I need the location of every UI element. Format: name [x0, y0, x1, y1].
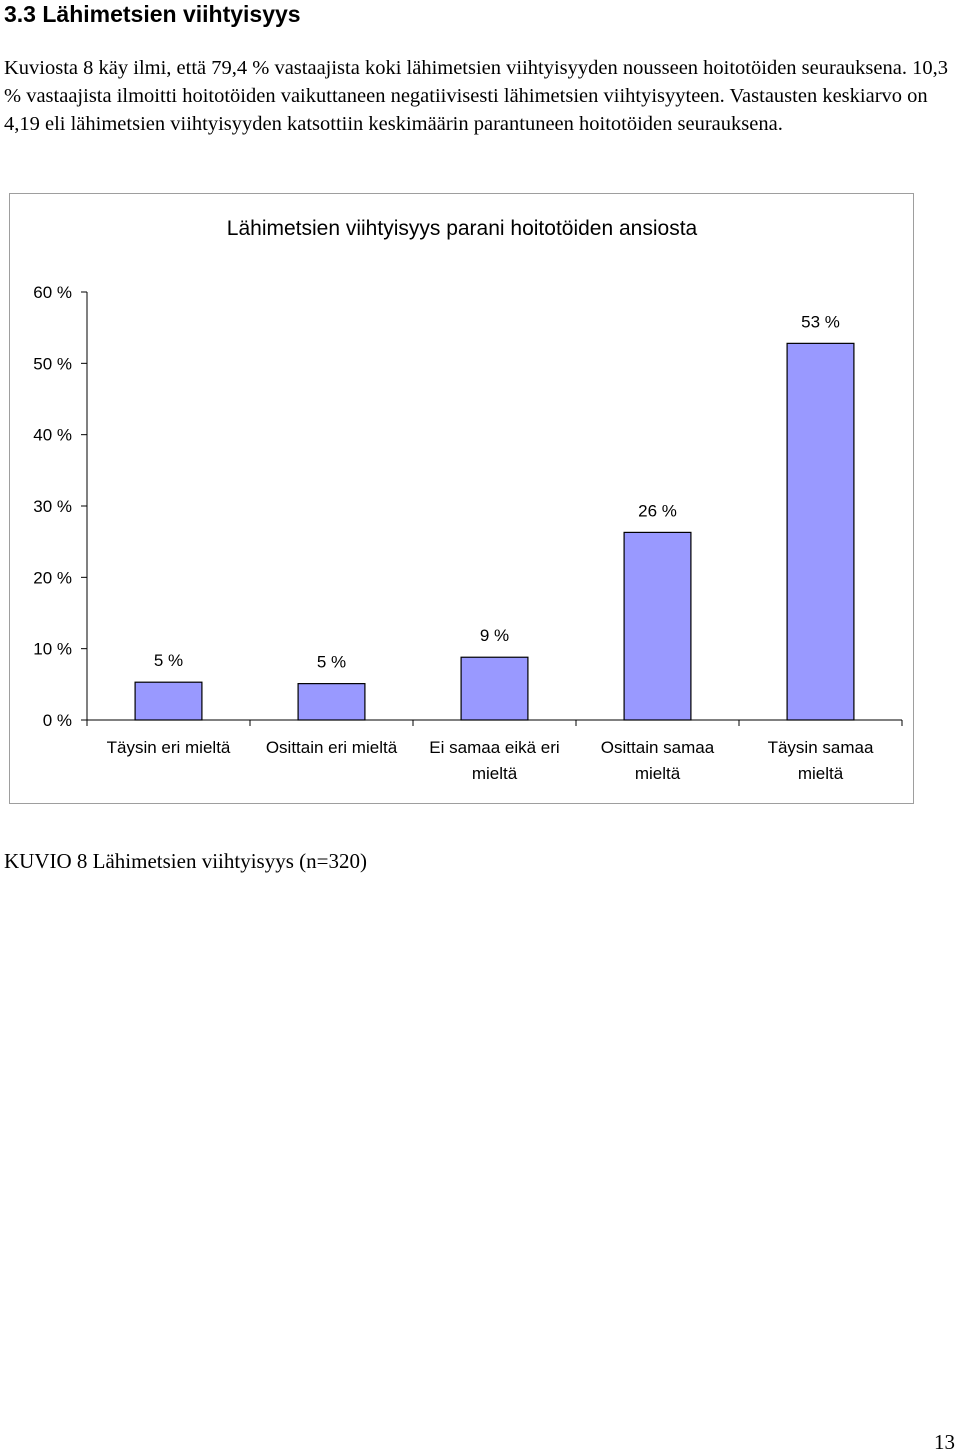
category-label: mieltä [471, 764, 518, 783]
bar-chart [10, 194, 915, 805]
category-label: Osittain samaa [600, 738, 715, 757]
data-label: 5 % [153, 651, 184, 671]
y-tick-label: 0 % [42, 711, 72, 730]
data-label: 9 % [479, 626, 510, 646]
y-tick-label: 20 % [33, 568, 72, 588]
y-tick-label: 50 % [33, 354, 72, 374]
section-paragraph: Kuviosta 8 käy ilmi, että 79,4 % vastaajista koki lähimetsien viihtyisyyden nousseen hoitotöiden seurauksena. 10,3 % vastaajista ilmoitti hoitotöiden vaikuttaneen negatiivisesti lähimetsien viihtyisyyteen. Vastausten keskiarvo on 4,19 eli lähimetsien viihtyisyyden katsottiin keskimäärin parantuneen hoitotöiden seurauksena. [4, 57, 948, 135]
chart-frame [9, 193, 914, 804]
data-label: 5 % [316, 652, 347, 672]
data-label: 26 % [638, 501, 677, 521]
y-tick-label: 30 % [33, 497, 72, 516]
bar [461, 657, 528, 720]
chart-title: Lähimetsien viihtyisyys parani hoitotöiden ansiosta [226, 217, 698, 240]
section-heading: 3.3 Lähimetsien viihtyisyys [4, 1, 301, 27]
bar [298, 684, 365, 720]
y-tick-label: 10 % [33, 639, 72, 659]
category-label: Ei samaa eikä eri [429, 738, 560, 757]
figure-caption: KUVIO 8 Lähimetsien viihtyisyys (n=320) [4, 849, 367, 873]
y-tick-label: 40 % [33, 425, 72, 445]
category-label: Täysin eri mieltä [106, 738, 231, 757]
bar [624, 532, 691, 720]
bar [787, 343, 854, 720]
category-label: Osittain eri mieltä [265, 738, 398, 757]
page-number: 13 [934, 1430, 955, 1454]
category-label: mieltä [634, 764, 681, 783]
chart-bars [135, 343, 854, 720]
y-tick-label: 60 % [33, 283, 72, 302]
data-label: 53 % [801, 312, 840, 332]
category-label: Täysin samaa [767, 738, 874, 757]
bar [135, 682, 202, 720]
category-label: mieltä [797, 764, 844, 783]
